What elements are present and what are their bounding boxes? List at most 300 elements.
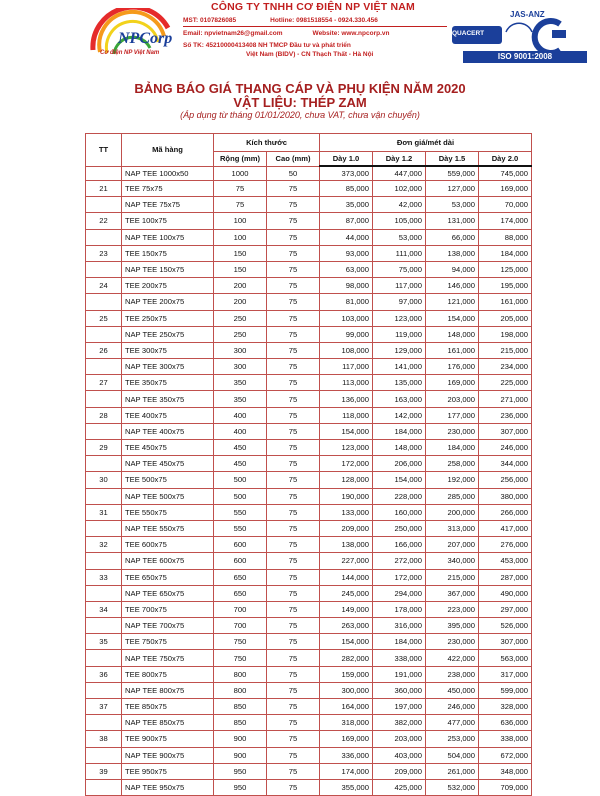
width-value: 200	[214, 278, 267, 294]
height-value: 75	[267, 213, 320, 229]
item-code: TEE 300x75	[122, 342, 214, 358]
width-value: 400	[214, 407, 267, 423]
price-2-0: 599,000	[479, 682, 532, 698]
item-code: NAP TEE 550x75	[122, 520, 214, 536]
price-1-5: 450,000	[426, 682, 479, 698]
width-value: 900	[214, 747, 267, 763]
item-code: NAP TEE 250x75	[122, 326, 214, 342]
table-row	[86, 537, 532, 553]
item-code: TEE 250x75	[122, 310, 214, 326]
table-row	[86, 634, 532, 650]
price-1-5: 207,000	[426, 537, 479, 553]
price-1-2: 148,000	[373, 440, 426, 456]
width-value: 800	[214, 666, 267, 682]
price-1-2: 123,000	[373, 310, 426, 326]
price-1-5: 148,000	[426, 326, 479, 342]
price-1-0: 263,000	[320, 618, 373, 634]
item-code: NAP TEE 450x75	[122, 456, 214, 472]
price-1-2: 272,000	[373, 553, 426, 569]
price-1-2: 382,000	[373, 715, 426, 731]
height-value: 75	[267, 181, 320, 197]
row-number	[86, 650, 122, 666]
price-1-5: 285,000	[426, 488, 479, 504]
price-2-0: 266,000	[479, 504, 532, 520]
price-2-0: 563,000	[479, 650, 532, 666]
height-value: 75	[267, 391, 320, 407]
price-1-0: 336,000	[320, 747, 373, 763]
height-value: 75	[267, 634, 320, 650]
row-number: 23	[86, 245, 122, 261]
price-1-0: 154,000	[320, 634, 373, 650]
row-number	[86, 423, 122, 439]
table-row	[86, 715, 532, 731]
width-value: 450	[214, 456, 267, 472]
price-2-0: 328,000	[479, 699, 532, 715]
price-2-0: 125,000	[479, 261, 532, 277]
width-value: 100	[214, 229, 267, 245]
height-value: 75	[267, 488, 320, 504]
table-row	[86, 359, 532, 375]
price-2-0: 88,000	[479, 229, 532, 245]
price-2-0: 636,000	[479, 715, 532, 731]
company-name: CÔNG TY TNHH CƠ ĐIỆN NP VIỆT NAM	[211, 1, 415, 13]
price-1-5: 203,000	[426, 391, 479, 407]
table-row	[86, 440, 532, 456]
price-1-2: 425,000	[373, 779, 426, 795]
price-1-5: 176,000	[426, 359, 479, 375]
price-2-0: 195,000	[479, 278, 532, 294]
price-1-0: 138,000	[320, 537, 373, 553]
row-number	[86, 488, 122, 504]
price-1-0: 108,000	[320, 342, 373, 358]
price-1-2: 191,000	[373, 666, 426, 682]
item-code: TEE 800x75	[122, 666, 214, 682]
table-row	[86, 197, 532, 213]
row-number: 28	[86, 407, 122, 423]
height-value: 75	[267, 715, 320, 731]
item-code: TEE 950x75	[122, 763, 214, 779]
price-1-5: 246,000	[426, 699, 479, 715]
price-2-0: 205,000	[479, 310, 532, 326]
item-code: NAP TEE 1000x50	[122, 166, 214, 181]
row-number	[86, 618, 122, 634]
price-1-5: 177,000	[426, 407, 479, 423]
table-row	[86, 278, 532, 294]
item-code: TEE 600x75	[122, 537, 214, 553]
item-code: TEE 400x75	[122, 407, 214, 423]
price-table	[85, 133, 532, 796]
price-table-body	[86, 166, 532, 796]
table-row	[86, 520, 532, 536]
height-value: 75	[267, 520, 320, 536]
price-2-0: 198,000	[479, 326, 532, 342]
height-value: 75	[267, 585, 320, 601]
price-2-0: 672,000	[479, 747, 532, 763]
material-title: VẬT LIỆU: THÉP ZAM	[233, 95, 367, 110]
table-row	[86, 731, 532, 747]
item-code: TEE 500x75	[122, 472, 214, 488]
table-row	[86, 391, 532, 407]
price-1-5: 223,000	[426, 601, 479, 617]
price-1-5: 313,000	[426, 520, 479, 536]
height-value: 75	[267, 731, 320, 747]
row-number: 31	[86, 504, 122, 520]
row-number: 32	[86, 537, 122, 553]
price-2-0: 246,000	[479, 440, 532, 456]
price-1-5: 422,000	[426, 650, 479, 666]
table-row	[86, 618, 532, 634]
row-number	[86, 261, 122, 277]
price-2-0: 380,000	[479, 488, 532, 504]
price-1-0: 133,000	[320, 504, 373, 520]
price-1-5: 200,000	[426, 504, 479, 520]
email-link[interactable]: Email: npvietnam26@gmail.com	[183, 30, 283, 37]
width-value: 75	[214, 181, 267, 197]
price-1-2: 338,000	[373, 650, 426, 666]
price-2-0: 169,000	[479, 181, 532, 197]
price-1-5: 253,000	[426, 731, 479, 747]
price-1-5: 477,000	[426, 715, 479, 731]
width-value: 700	[214, 601, 267, 617]
row-number: 39	[86, 763, 122, 779]
width-value: 150	[214, 245, 267, 261]
row-number: 25	[86, 310, 122, 326]
price-1-5: 395,000	[426, 618, 479, 634]
price-1-5: 131,000	[426, 213, 479, 229]
price-1-2: 105,000	[373, 213, 426, 229]
row-number: 26	[86, 342, 122, 358]
item-code: NAP TEE 100x75	[122, 229, 214, 245]
header-dimensions: Kích thước	[214, 134, 320, 152]
row-number	[86, 553, 122, 569]
price-1-5: 258,000	[426, 456, 479, 472]
price-1-2: 160,000	[373, 504, 426, 520]
price-1-2: 166,000	[373, 537, 426, 553]
height-value: 75	[267, 779, 320, 795]
price-2-0: 307,000	[479, 423, 532, 439]
width-value: 350	[214, 391, 267, 407]
price-1-0: 118,000	[320, 407, 373, 423]
validity-note: (Áp dụng từ tháng 01/01/2020, chưa VAT, chưa vận chuyển)	[180, 110, 420, 120]
height-value: 50	[267, 166, 320, 181]
height-value: 75	[267, 618, 320, 634]
price-1-2: 154,000	[373, 472, 426, 488]
price-2-0: 271,000	[479, 391, 532, 407]
price-1-2: 209,000	[373, 763, 426, 779]
item-code: NAP TEE 150x75	[122, 261, 214, 277]
price-1-5: 184,000	[426, 440, 479, 456]
table-row	[86, 472, 532, 488]
height-value: 75	[267, 699, 320, 715]
price-1-0: 227,000	[320, 553, 373, 569]
price-1-0: 282,000	[320, 650, 373, 666]
price-2-0: 348,000	[479, 763, 532, 779]
price-1-0: 113,000	[320, 375, 373, 391]
price-1-5: 121,000	[426, 294, 479, 310]
price-1-0: 35,000	[320, 197, 373, 213]
item-code: NAP TEE 650x75	[122, 585, 214, 601]
price-1-0: 355,000	[320, 779, 373, 795]
price-1-0: 99,000	[320, 326, 373, 342]
price-1-2: 197,000	[373, 699, 426, 715]
logo-name: NPCorp	[118, 30, 173, 47]
item-code: TEE 900x75	[122, 731, 214, 747]
row-number	[86, 294, 122, 310]
item-code: NAP TEE 800x75	[122, 682, 214, 698]
item-code: TEE 550x75	[122, 504, 214, 520]
table-row	[86, 682, 532, 698]
price-1-0: 103,000	[320, 310, 373, 326]
item-code: TEE 200x75	[122, 278, 214, 294]
logo-tagline: Cơ điện NP Việt Nam	[100, 50, 160, 56]
row-number: 33	[86, 569, 122, 585]
table-row	[86, 601, 532, 617]
price-1-0: 93,000	[320, 245, 373, 261]
price-1-2: 135,000	[373, 375, 426, 391]
contact-line-1	[183, 17, 378, 24]
height-value: 75	[267, 359, 320, 375]
item-code: TEE 100x75	[122, 213, 214, 229]
bank-branch: Việt Nam (BIDV) - CN Thạch Thất - Hà Nội	[246, 51, 374, 58]
height-value: 75	[267, 601, 320, 617]
row-number: 29	[86, 440, 122, 456]
price-2-0: 417,000	[479, 520, 532, 536]
iso-label: ISO 9001:2008	[463, 51, 587, 63]
height-value: 75	[267, 375, 320, 391]
item-code: TEE 650x75	[122, 569, 214, 585]
price-1-0: 190,000	[320, 488, 373, 504]
width-value: 900	[214, 731, 267, 747]
item-code: NAP TEE 500x75	[122, 488, 214, 504]
price-1-0: 63,000	[320, 261, 373, 277]
table-row	[86, 181, 532, 197]
height-value: 75	[267, 553, 320, 569]
price-1-5: 161,000	[426, 342, 479, 358]
row-number	[86, 197, 122, 213]
price-2-0: 234,000	[479, 359, 532, 375]
height-value: 75	[267, 747, 320, 763]
row-number: 36	[86, 666, 122, 682]
price-1-0: 123,000	[320, 440, 373, 456]
width-value: 100	[214, 213, 267, 229]
header-divider	[183, 26, 447, 27]
price-1-5: 559,000	[426, 166, 479, 181]
price-2-0: 184,000	[479, 245, 532, 261]
price-1-5: 238,000	[426, 666, 479, 682]
width-value: 850	[214, 699, 267, 715]
row-number	[86, 166, 122, 181]
width-value: 850	[214, 715, 267, 731]
price-2-0: 745,000	[479, 166, 532, 181]
price-2-0: 307,000	[479, 634, 532, 650]
price-2-0: 344,000	[479, 456, 532, 472]
price-1-5: 340,000	[426, 553, 479, 569]
price-1-0: 300,000	[320, 682, 373, 698]
width-value: 950	[214, 763, 267, 779]
width-value: 500	[214, 488, 267, 504]
height-value: 75	[267, 423, 320, 439]
item-code: NAP TEE 350x75	[122, 391, 214, 407]
price-1-0: 44,000	[320, 229, 373, 245]
width-value: 250	[214, 326, 267, 342]
price-1-0: 373,000	[320, 166, 373, 181]
letterhead	[0, 0, 600, 70]
height-value: 75	[267, 197, 320, 213]
height-value: 75	[267, 537, 320, 553]
header-item-code: Mã hàng	[122, 134, 214, 167]
price-1-2: 360,000	[373, 682, 426, 698]
height-value: 75	[267, 666, 320, 682]
item-code: TEE 850x75	[122, 699, 214, 715]
row-number	[86, 229, 122, 245]
price-1-2: 250,000	[373, 520, 426, 536]
row-number: 21	[86, 181, 122, 197]
price-1-2: 163,000	[373, 391, 426, 407]
price-1-5: 127,000	[426, 181, 479, 197]
price-1-5: 504,000	[426, 747, 479, 763]
price-1-0: 318,000	[320, 715, 373, 731]
item-code: NAP TEE 900x75	[122, 747, 214, 763]
width-value: 1000	[214, 166, 267, 181]
price-1-0: 164,000	[320, 699, 373, 715]
quacert-label: QUACERT	[452, 30, 485, 37]
height-value: 75	[267, 261, 320, 277]
table-row	[86, 504, 532, 520]
height-value: 75	[267, 504, 320, 520]
table-row	[86, 699, 532, 715]
price-1-2: 111,000	[373, 245, 426, 261]
price-1-5: 53,000	[426, 197, 479, 213]
tax-code: MST: 0107826085	[183, 17, 237, 24]
price-1-5: 192,000	[426, 472, 479, 488]
price-1-5: 367,000	[426, 585, 479, 601]
height-value: 75	[267, 245, 320, 261]
table-row	[86, 261, 532, 277]
width-value: 600	[214, 553, 267, 569]
item-code: NAP TEE 75x75	[122, 197, 214, 213]
row-number	[86, 585, 122, 601]
website-link[interactable]: Website: www.npcorp.vn	[312, 30, 390, 37]
width-value: 450	[214, 440, 267, 456]
width-value: 200	[214, 294, 267, 310]
price-1-0: 154,000	[320, 423, 373, 439]
height-value: 75	[267, 763, 320, 779]
width-value: 600	[214, 537, 267, 553]
price-1-2: 42,000	[373, 197, 426, 213]
table-row	[86, 229, 532, 245]
row-number: 27	[86, 375, 122, 391]
price-1-0: 245,000	[320, 585, 373, 601]
item-code: TEE 700x75	[122, 601, 214, 617]
table-row	[86, 456, 532, 472]
width-value: 650	[214, 585, 267, 601]
item-code: NAP TEE 700x75	[122, 618, 214, 634]
price-2-0: 215,000	[479, 342, 532, 358]
table-row	[86, 585, 532, 601]
width-value: 250	[214, 310, 267, 326]
price-1-2: 403,000	[373, 747, 426, 763]
price-1-5: 215,000	[426, 569, 479, 585]
bank-account: Số TK: 45210000413408 NH TMCP Đầu tư và phát triển	[183, 42, 351, 49]
price-1-5: 230,000	[426, 634, 479, 650]
price-1-2: 75,000	[373, 261, 426, 277]
width-value: 350	[214, 375, 267, 391]
header-height: Cao (mm)	[267, 152, 320, 167]
price-1-2: 53,000	[373, 229, 426, 245]
price-1-2: 206,000	[373, 456, 426, 472]
price-2-0: 287,000	[479, 569, 532, 585]
table-row	[86, 763, 532, 779]
price-1-2: 447,000	[373, 166, 426, 181]
price-1-0: 87,000	[320, 213, 373, 229]
row-number	[86, 456, 122, 472]
table-row	[86, 166, 532, 181]
table-row	[86, 488, 532, 504]
price-1-5: 138,000	[426, 245, 479, 261]
table-row	[86, 326, 532, 342]
height-value: 75	[267, 472, 320, 488]
price-1-2: 97,000	[373, 294, 426, 310]
header-tt: TT	[86, 134, 122, 167]
price-2-0: 161,000	[479, 294, 532, 310]
table-row	[86, 213, 532, 229]
price-1-2: 184,000	[373, 634, 426, 650]
table-row	[86, 553, 532, 569]
item-code: TEE 450x75	[122, 440, 214, 456]
price-1-0: 209,000	[320, 520, 373, 536]
document-title: BẢNG BÁO GIÁ THANG CÁP VÀ PHỤ KIỆN NĂM 2020	[134, 81, 466, 96]
price-2-0: 453,000	[479, 553, 532, 569]
contact-line-2	[183, 30, 389, 37]
table-row	[86, 245, 532, 261]
header-thickness-1-5: Dày 1.5	[426, 152, 479, 167]
row-number: 30	[86, 472, 122, 488]
price-2-0: 256,000	[479, 472, 532, 488]
row-number: 37	[86, 699, 122, 715]
item-code: TEE 150x75	[122, 245, 214, 261]
price-2-0: 236,000	[479, 407, 532, 423]
price-1-2: 117,000	[373, 278, 426, 294]
price-1-0: 149,000	[320, 601, 373, 617]
height-value: 75	[267, 682, 320, 698]
height-value: 75	[267, 650, 320, 666]
height-value: 75	[267, 229, 320, 245]
price-1-5: 261,000	[426, 763, 479, 779]
price-1-5: 230,000	[426, 423, 479, 439]
price-2-0: 276,000	[479, 537, 532, 553]
table-row	[86, 779, 532, 795]
width-value: 800	[214, 682, 267, 698]
price-1-2: 178,000	[373, 601, 426, 617]
width-value: 400	[214, 423, 267, 439]
price-1-2: 172,000	[373, 569, 426, 585]
table-row	[86, 294, 532, 310]
price-1-0: 81,000	[320, 294, 373, 310]
width-value: 700	[214, 618, 267, 634]
hotline: Hotline: 0981518554 - 0924.330.456	[270, 17, 378, 24]
price-1-5: 66,000	[426, 229, 479, 245]
row-number: 22	[86, 213, 122, 229]
row-number	[86, 359, 122, 375]
row-number	[86, 391, 122, 407]
table-row	[86, 666, 532, 682]
width-value: 750	[214, 650, 267, 666]
width-value: 650	[214, 569, 267, 585]
jas-anz-label: JAS-ANZ	[510, 10, 545, 19]
width-value: 150	[214, 261, 267, 277]
item-code: NAP TEE 750x75	[122, 650, 214, 666]
price-1-0: 117,000	[320, 359, 373, 375]
